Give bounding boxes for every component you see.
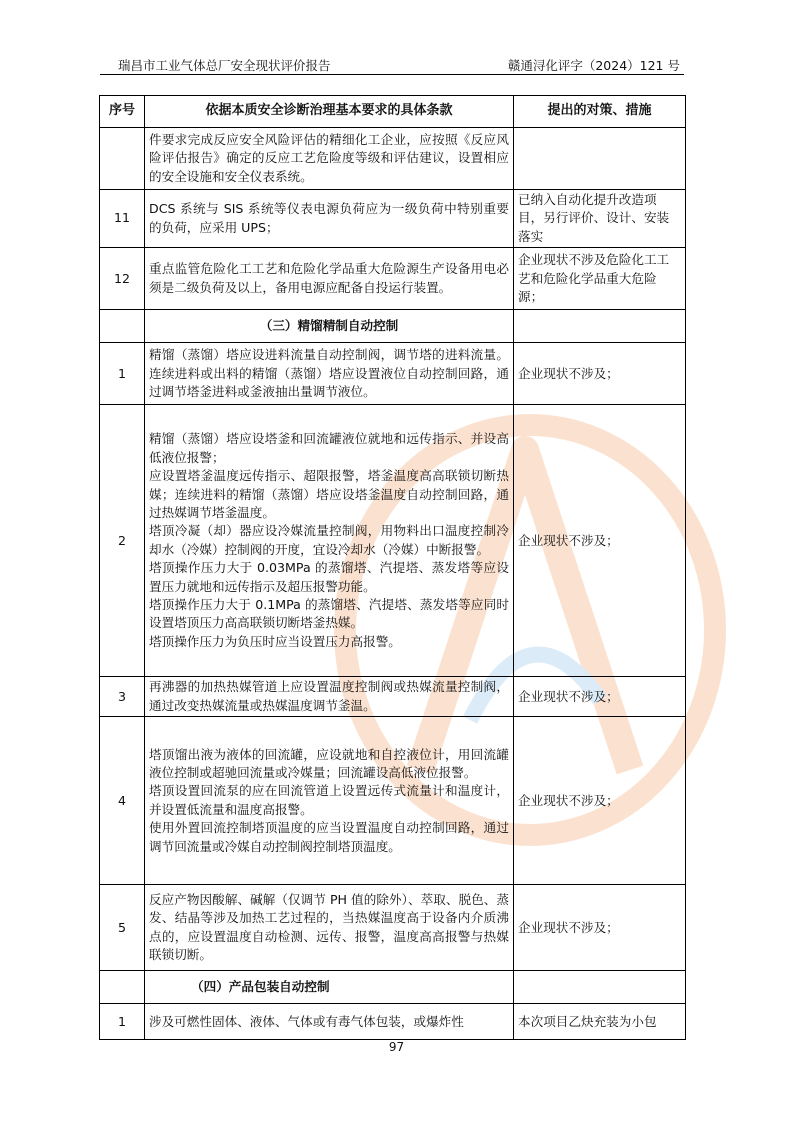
table-row	[100, 190, 686, 248]
clause-paragraph: 塔顶设置回流泵的应在回流管道上设置远传式流量计和温度计，并设置低流量和温度高报警。	[149, 783, 509, 817]
clause-cell	[145, 248, 514, 310]
row-number: 1	[100, 1004, 145, 1040]
measure-cell: 企业现状不涉及；	[514, 343, 686, 405]
clause-paragraph: 使用外置回流控制塔顶温度的应当设置温度自动控制回路，通过调节回流量或冷媒自动控制阀控制塔顶温度。	[149, 820, 509, 854]
section-row	[100, 310, 686, 343]
clause-paragraph: 精馏（蒸馏）塔应设塔釜和回流罐液位就地和远传指示、并设高低液位报警；	[149, 431, 509, 465]
table-row	[100, 717, 686, 885]
row-number	[100, 128, 145, 190]
clause-paragraph: 塔顶馏出液为液体的回流罐，应设就地和自控液位计，用回流罐液位控制或超驰回流量或冷媒量；回流罐设高低液位报警。	[149, 746, 509, 780]
clause-cell	[145, 405, 514, 677]
section-row	[100, 971, 686, 1004]
table-row	[100, 1004, 686, 1040]
clause-paragraph: 塔顶操作压力大于 0.03MPa 的蒸馏塔、汽提塔、蒸发塔等应设置压力就地和远传指示及超压报警功能。	[149, 560, 509, 594]
clause-cell	[145, 1004, 514, 1040]
clause-paragraph: 塔顶操作压力为负压时应当设置压力高报警。	[149, 633, 401, 649]
clause-cell	[145, 190, 514, 248]
measure-cell: 本次项目乙炔充装为小包	[514, 1004, 686, 1040]
clause-cell	[145, 717, 514, 885]
row-number: 3	[100, 677, 145, 717]
row-number: 4	[100, 717, 145, 885]
clause-paragraph: 件要求完成反应安全风险评估的精细化工企业，应按照《反应风险评估报告》确定的反应工艺危险度等级和评估建议，设置相应的安全设施和安全仪表系统。	[149, 131, 509, 184]
clause-paragraph: 塔顶操作压力大于 0.1MPa 的蒸馏塔、汽提塔、蒸发塔等应同时设置塔顶压力高高联锁切断塔釜热媒。	[149, 596, 509, 631]
section-num-cell	[100, 971, 145, 1004]
measure-cell: 企业现状不涉及；	[514, 405, 686, 677]
table-row	[100, 248, 686, 310]
col-header-number: 序号	[100, 96, 145, 128]
measure-cell	[514, 128, 686, 190]
row-number: 1	[100, 343, 145, 405]
clause-cell	[145, 343, 514, 405]
section-num-cell	[100, 310, 145, 343]
measure-cell: 已纳入自动化提升改造项目，另行评价、设计、安装落实	[514, 190, 686, 248]
clause-paragraph: 应设置塔釜温度远传指示、超限报警，塔釜温度高高联锁切断热媒；连续进料的精馏（蒸馏）塔应设塔釜温度自动控制回路，通过热媒调节塔釜温度。	[149, 468, 509, 520]
table-row	[100, 677, 686, 717]
measure-cell: 企业现状不涉及；	[514, 885, 686, 971]
measure-cell: 企业现状不涉及危险化工工艺和危险化学品重大危险源；	[514, 248, 686, 310]
clause-paragraph: 涉及可燃性固体、液体、气体或有毒气体包装，或爆炸性	[149, 1013, 464, 1029]
report-title: 瑞昌市工业气体总厂安全现状评价报告	[118, 58, 331, 73]
clause-paragraph: 再沸器的加热热媒管道上应设置温度控制阀或热媒流量控制阀，通过改变热媒流量或热媒温度调节釜温。	[149, 679, 509, 713]
clause-cell	[145, 677, 514, 717]
row-number: 11	[100, 190, 145, 248]
clause-paragraph: DCS 系统与 SIS 系统等仪表电源负荷应为一级负荷中特别重要的负荷，应采用 UPS；	[149, 201, 509, 235]
measure-cell: 企业现状不涉及；	[514, 677, 686, 717]
row-number: 12	[100, 248, 145, 310]
table-row	[100, 343, 686, 405]
table-row	[100, 128, 686, 190]
table-row	[100, 405, 686, 677]
row-number: 2	[100, 405, 145, 677]
row-number: 5	[100, 885, 145, 971]
table-header-row	[100, 96, 686, 128]
section-measure-cell	[514, 971, 686, 1004]
col-header-clause: 依据本质安全诊断治理基本要求的具体条款	[145, 96, 514, 128]
section-measure-cell	[514, 310, 686, 343]
report-number: 赣通浔化评字（2024）121 号	[507, 58, 680, 73]
col-header-measures: 提出的对策、措施	[514, 96, 686, 128]
page-header	[100, 54, 684, 75]
section-title: （四）产品包装自动控制	[145, 971, 514, 1004]
clause-cell	[145, 885, 514, 971]
clause-cell	[145, 128, 514, 190]
page-number: 97	[388, 1040, 405, 1054]
clause-paragraph: 重点监管危险化工工艺和危险化学品重大危险源生产设备用电必须是二级负荷及以上，备用电源应配备自投运行装置。	[149, 261, 509, 295]
clause-paragraph: 反应产物因酸解、碱解（仅调节 PH 值的除外）、萃取、脱色、蒸发、结晶等涉及加热工艺过程的，当热媒温度高于设备内介质沸点的，应设置温度自动检测、远传、报警，温度高高报警与热媒联锁切断。	[149, 891, 509, 963]
measure-cell: 企业现状不涉及；	[514, 717, 686, 885]
table-row	[100, 885, 686, 971]
clause-paragraph: 塔顶冷凝（却）器应设冷媒流量控制阀，用物料出口温度控制冷却水（冷媒）控制阀的开度，宜设冷却水（冷媒）中断报警。	[149, 523, 509, 557]
clause-paragraph: 精馏（蒸馏）塔应设进料流量自动控制阀，调节塔的进料流量。连续进料或出料的精馏（蒸馏）塔应设置液位自动控制回路，通过调节塔釜进料或釜液抽出量调节液位。	[149, 347, 509, 399]
safety-requirements-table	[99, 95, 686, 1040]
section-title: （三）精馏精制自动控制	[145, 310, 514, 343]
